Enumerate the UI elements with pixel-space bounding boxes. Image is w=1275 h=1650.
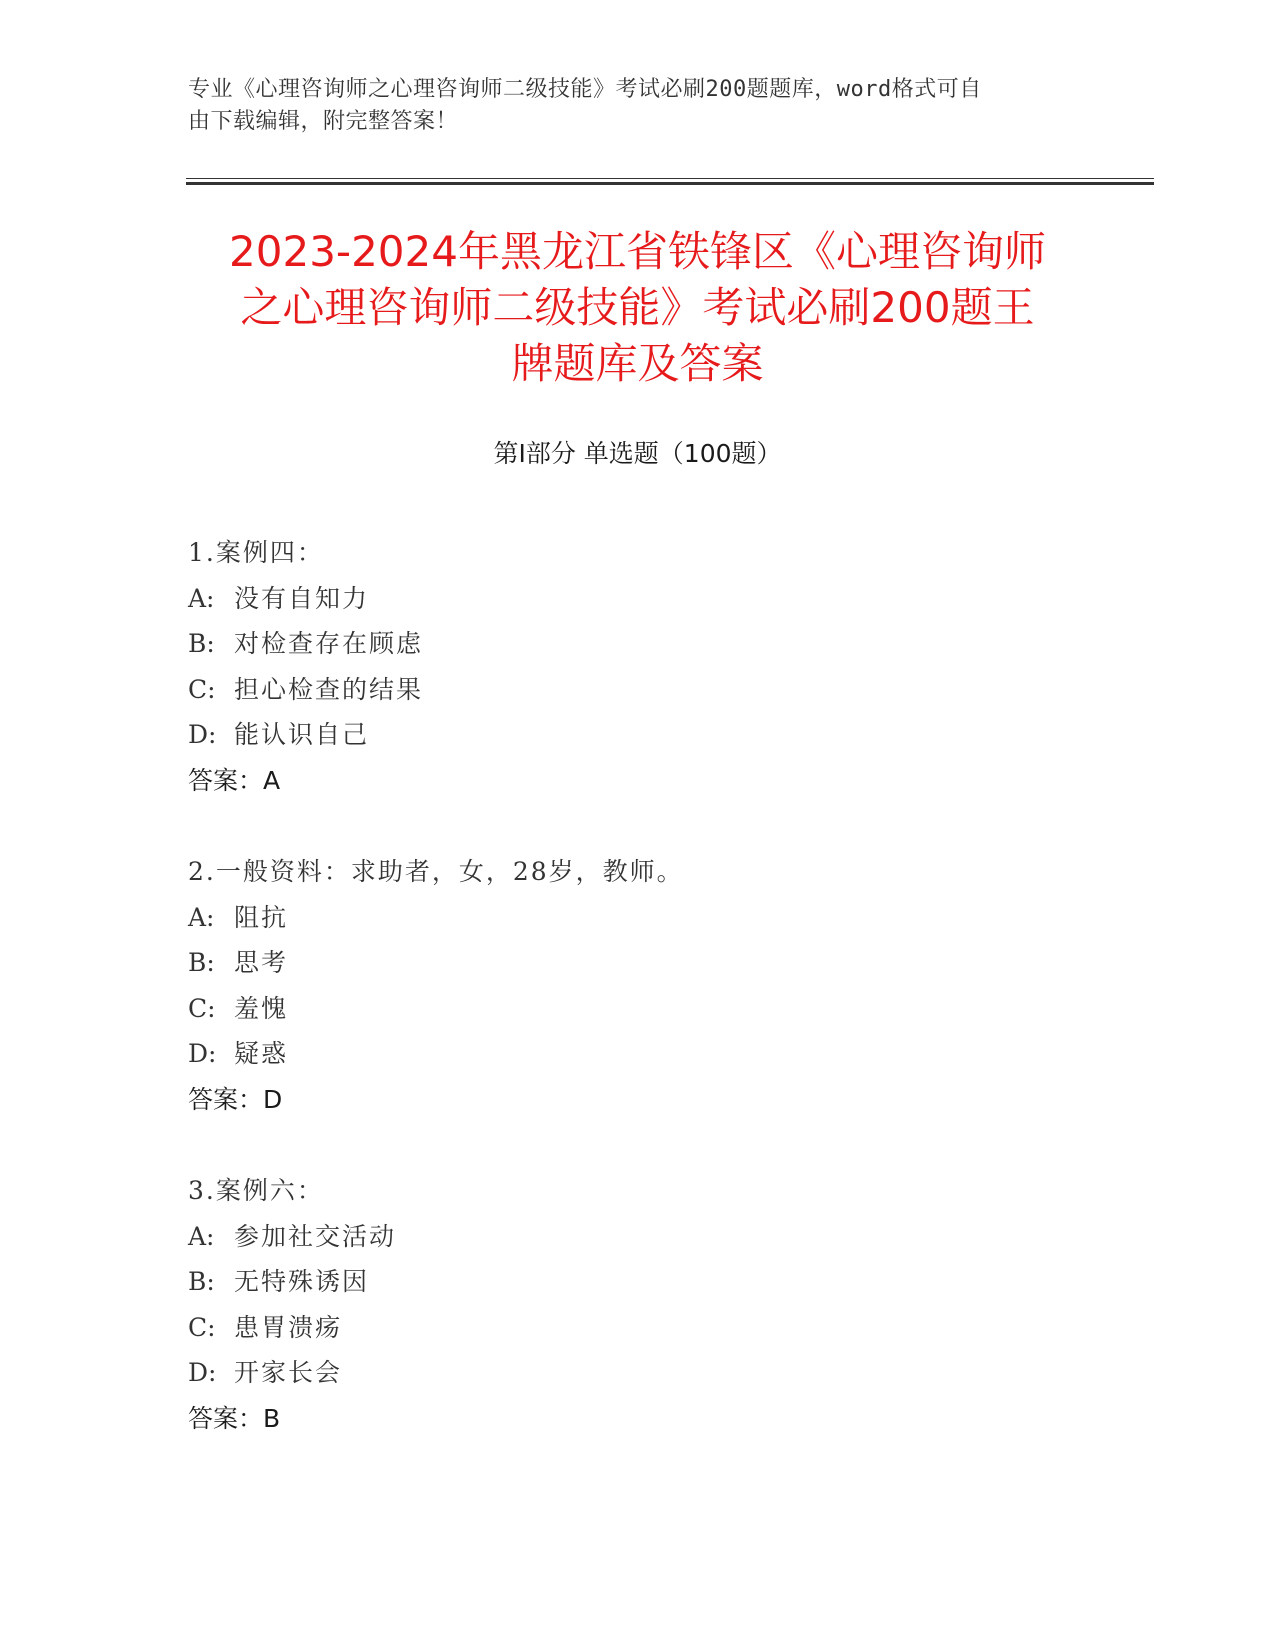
question-item — [188, 1168, 1088, 1441]
option-d — [188, 712, 1088, 758]
question-stem: 1.案例四： — [188, 538, 324, 567]
question-item — [188, 849, 1088, 1122]
option-letter: C: — [188, 993, 216, 1023]
option-text: 无特殊诱因 — [234, 1267, 370, 1296]
option-d — [188, 1350, 1088, 1396]
option-text: 开家长会 — [234, 1358, 343, 1387]
intro-line: 由下载编辑，附完整答案！ — [188, 109, 459, 134]
document-title — [150, 224, 1125, 392]
option-letter: D: — [188, 720, 217, 749]
intro-text — [188, 74, 1068, 138]
option-letter: A: — [188, 902, 215, 932]
option-b — [188, 1259, 1088, 1305]
option-text: 能认识自己 — [234, 720, 370, 749]
answer-line: 答案：A — [188, 765, 281, 795]
option-text: 没有自知力 — [234, 583, 370, 613]
option-text: 担心检查的结果 — [234, 674, 424, 704]
option-letter: C: — [188, 674, 216, 704]
answer-line: 答案：B — [188, 1403, 281, 1433]
header-divider-thick — [186, 182, 1154, 185]
question-spacer — [188, 1122, 1088, 1168]
option-b — [188, 621, 1088, 667]
option-a — [188, 576, 1088, 622]
intro-line: 专业《心理咨询师之心理咨询师二级技能》考试必刷200题题库，word格式可自 — [188, 77, 982, 102]
question-item — [188, 530, 1088, 803]
option-letter: B: — [188, 948, 215, 977]
option-letter: D: — [188, 1039, 217, 1068]
title-line: 牌题库及答案 — [511, 339, 764, 388]
header-divider-thin — [186, 178, 1154, 179]
option-text: 羞愧 — [234, 993, 289, 1023]
option-letter: B: — [188, 629, 215, 658]
title-line: 2023-2024年黑龙江省铁锋区《心理咨询师 — [229, 227, 1046, 276]
option-text: 疑惑 — [234, 1039, 289, 1068]
option-text: 思考 — [234, 948, 289, 977]
question-stem: 2.一般资料：求助者，女，28岁，教师。 — [188, 857, 684, 886]
question-list — [188, 530, 1088, 1441]
answer-line: 答案：D — [188, 1084, 283, 1114]
option-text: 参加社交活动 — [234, 1221, 397, 1251]
option-d — [188, 1031, 1088, 1077]
option-a — [188, 895, 1088, 941]
option-letter: A: — [188, 1221, 215, 1251]
option-c — [188, 986, 1088, 1032]
question-spacer — [188, 803, 1088, 849]
option-text: 对检查存在顾虑 — [234, 629, 424, 658]
option-c — [188, 1305, 1088, 1351]
option-letter: D: — [188, 1358, 217, 1387]
option-letter: A: — [188, 583, 215, 613]
option-b — [188, 940, 1088, 986]
option-text: 阻抗 — [234, 902, 289, 932]
title-line: 之心理咨询师二级技能》考试必刷200题王 — [240, 283, 1035, 332]
option-text: 患胃溃疡 — [234, 1312, 343, 1342]
question-stem: 3.案例六： — [188, 1176, 324, 1205]
option-a — [188, 1214, 1088, 1260]
option-letter: B: — [188, 1267, 215, 1296]
option-c — [188, 667, 1088, 713]
option-letter: C: — [188, 1312, 216, 1342]
section-heading: 第Ⅰ部分 单选题（100题） — [493, 439, 782, 468]
